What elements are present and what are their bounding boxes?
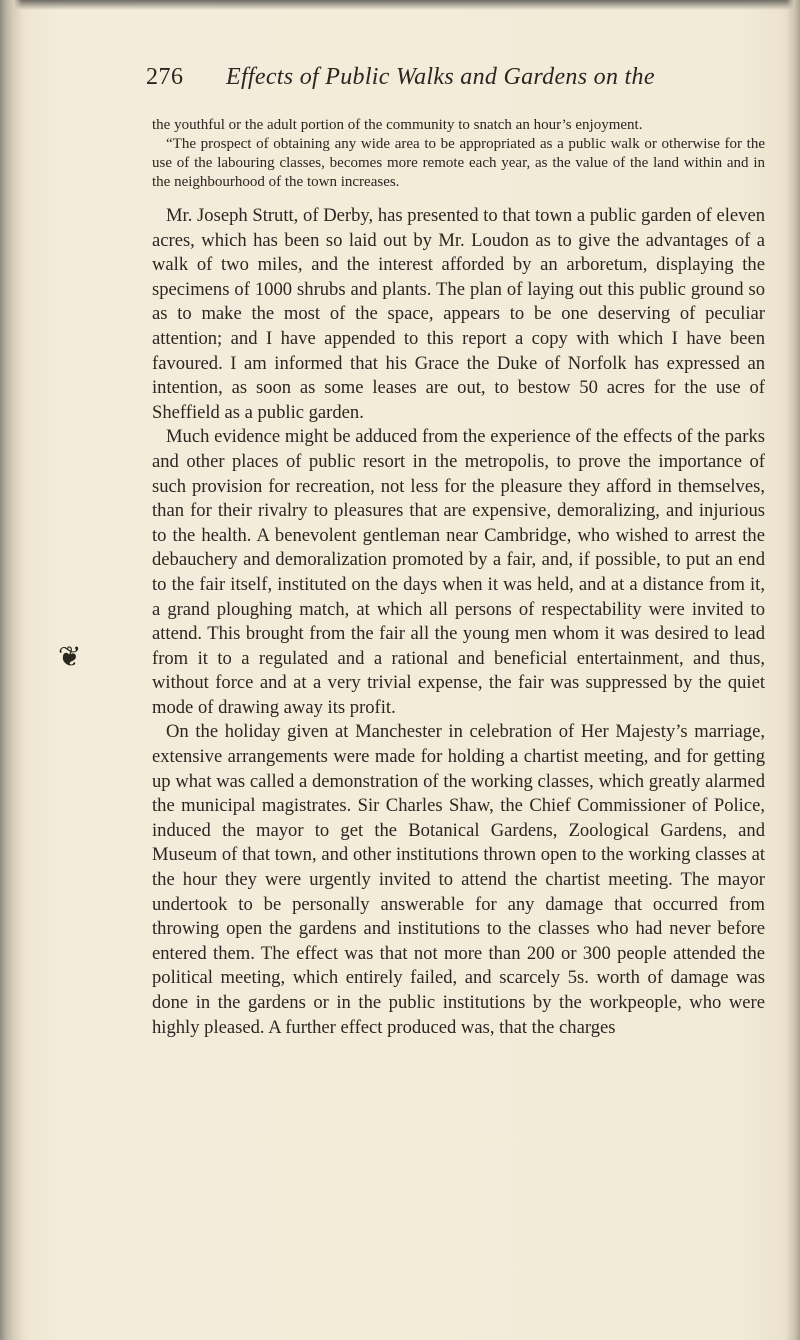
margin-mark-icon: ❦: [58, 640, 82, 673]
paragraph-4: Much evidence might be adduced from the experience of the effects of the parks and other places of public resort in the metropolis, to prove the importance of such provision for recreation, not less for the pleasure they afford in themselves, than for their rivalry to pleasures that are expensive, demoralizing, and injurious to the health. A benevolent gentleman near Cambridge, who wished to arrest the debauchery and demoralization promoted by a fair, and, if possible, to put an end to the fair itself, instituted on the days when it was held, and at a distance from it, a grand ploughing match, at which all persons of respectability were invited to attend. This brought from the fair all the young men whom it was desired to lead from it to a regulated and a rational and beneficial entertainment, and thus, without force and at a very trivial expense, the fair was suppressed by the quiet mode of drawing away its profit.: [152, 426, 765, 718]
paragraph-gap: [152, 192, 765, 204]
running-head: Effects of Public Walks and Gardens on the: [226, 64, 655, 90]
paragraph-5: On the holiday given at Manchester in celebration of Her Majesty’s marriage, extensive arrangements were made for holding a chartist meeting, and for getting up what was called a demonstration of the working classes, which greatly alarmed the municipal magistrates. Sir Charles Shaw, the Chief Commissioner of Police, induced the mayor to get the Botanical Gardens, Zoological Gardens, and Museum of that town, and other institutions thrown open to the working classes at the hour they were urgently invited to attend the chartist meeting. The mayor undertook to be personally answerable for any damage that occurred from throwing open the gardens and institutions to the classes who had never before entered them. The effect was that not more than 200 or 300 people attended the political meeting, which entirely failed, and scarcely 5s. worth of damage was done in the gardens or in the public institutions by the workpeople, who were highly pleased. A further effect produced was, that the charges: [152, 721, 765, 1038]
left-page-edge: [0, 0, 22, 1340]
page-body: [152, 116, 765, 1040]
paragraph-2: “The prospect of obtaining any wide area to be appropriated as a public walk or otherwise for the use of the labouring classes, becomes more remote each year, as the value of the land within and in the neighbourhood of the town increases.: [152, 136, 765, 190]
paragraph-3: Mr. Joseph Strutt, of Derby, has presented to that town a public garden of eleven acres, which has been so laid out by Mr. Loudon as to give the advantages of a walk of two miles, and the interest afforded by an arboretum, displaying the specimens of 1000 shrubs and plants. The plan of laying out this public ground so as to make the most of the space, appears to be one deserving of peculiar attention; and I have appended to this report a copy with which I have been favoured. I am informed that his Grace the Duke of Norfolk has expressed an intention, as soon as some leases are out, to bestow 50 acres for the use of Sheffield as a public garden.: [152, 205, 765, 423]
right-page-edge: [786, 0, 800, 1340]
page-number: 276: [146, 64, 184, 90]
top-page-edge: [0, 0, 800, 10]
paragraph-1: the youthful or the adult portion of the community to snatch an hour’s enjoyment.: [152, 117, 643, 133]
